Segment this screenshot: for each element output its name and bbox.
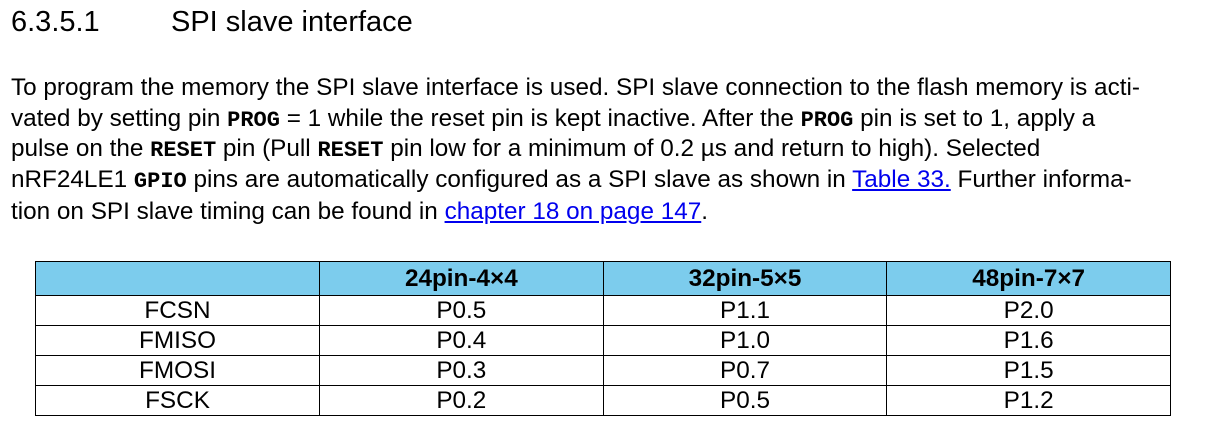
text-run: . — [701, 198, 709, 225]
signal-cell: FMISO — [36, 326, 320, 356]
text-run: pin is set to 1, apply a — [853, 104, 1096, 132]
text-run: nRF24LE1 — [11, 165, 134, 193]
section-title: SPI slave interface — [171, 6, 413, 38]
text-run: pulse on the — [11, 135, 151, 162]
code-prog: PROG — [227, 107, 280, 133]
pin-table — [35, 261, 1171, 416]
code-prog: PROG — [800, 107, 854, 133]
table-cell: P1.6 — [887, 326, 1171, 356]
text-run: pins are automatically configured as a SPI slave as shown in — [186, 165, 853, 193]
header-cell-24pin: 24pin-4×4 — [320, 262, 604, 296]
table-33-link[interactable]: Table 33. — [852, 165, 951, 193]
body-paragraph — [11, 73, 1196, 229]
signal-cell: FCSN — [36, 296, 320, 326]
table-cell: P0.4 — [320, 326, 604, 356]
table-cell: P0.3 — [320, 356, 604, 386]
table-row — [36, 386, 1171, 416]
table-cell: P0.7 — [603, 356, 887, 386]
table-cell: P1.5 — [887, 356, 1171, 386]
text-run: Further informa- — [950, 165, 1132, 193]
chapter-18-link[interactable]: chapter 18 on page 147 — [444, 198, 702, 225]
paragraph-line — [11, 165, 1196, 196]
header-cell-empty — [36, 262, 320, 296]
table-row — [36, 356, 1171, 386]
signal-cell: FSCK — [36, 386, 320, 416]
table-row — [36, 326, 1171, 356]
text-run: = 1 while the reset pin is kept inactive. After the — [279, 104, 801, 132]
paragraph-line — [11, 195, 1196, 229]
text-run: pin (Pull — [216, 135, 318, 162]
text-run: To program the memory the SPI slave interface is used. SPI slave connection to the flash memory is acti- — [11, 74, 1140, 101]
table-cell: P0.5 — [320, 296, 604, 326]
table-cell: P0.5 — [603, 386, 887, 416]
header-cell-48pin: 48pin-7×7 — [887, 262, 1171, 296]
code-reset: RESET — [150, 138, 217, 163]
code-reset: RESET — [317, 138, 384, 163]
table-cell: P1.1 — [603, 296, 887, 326]
paragraph-line — [11, 73, 1196, 104]
paragraph-line — [11, 104, 1196, 135]
paragraph-line — [11, 134, 1196, 165]
table-cell: P1.2 — [887, 386, 1171, 416]
text-run: vated by setting pin — [11, 104, 228, 132]
table-cell: P1.0 — [603, 326, 887, 356]
table-cell: P2.0 — [887, 296, 1171, 326]
section-number: 6.3.5.1 — [11, 6, 100, 38]
table-row — [36, 296, 1171, 326]
signal-cell: FMOSI — [36, 356, 320, 386]
section-heading — [11, 3, 413, 41]
table-cell: P0.2 — [320, 386, 604, 416]
header-cell-32pin: 32pin-5×5 — [603, 262, 887, 296]
code-gpio: GPIO — [133, 168, 187, 194]
table-header-row — [36, 262, 1171, 296]
text-run: tion on SPI slave timing can be found in — [11, 198, 445, 225]
text-run: pin low for a minimum of 0.2 µs and return to high). Selected — [383, 135, 1041, 162]
